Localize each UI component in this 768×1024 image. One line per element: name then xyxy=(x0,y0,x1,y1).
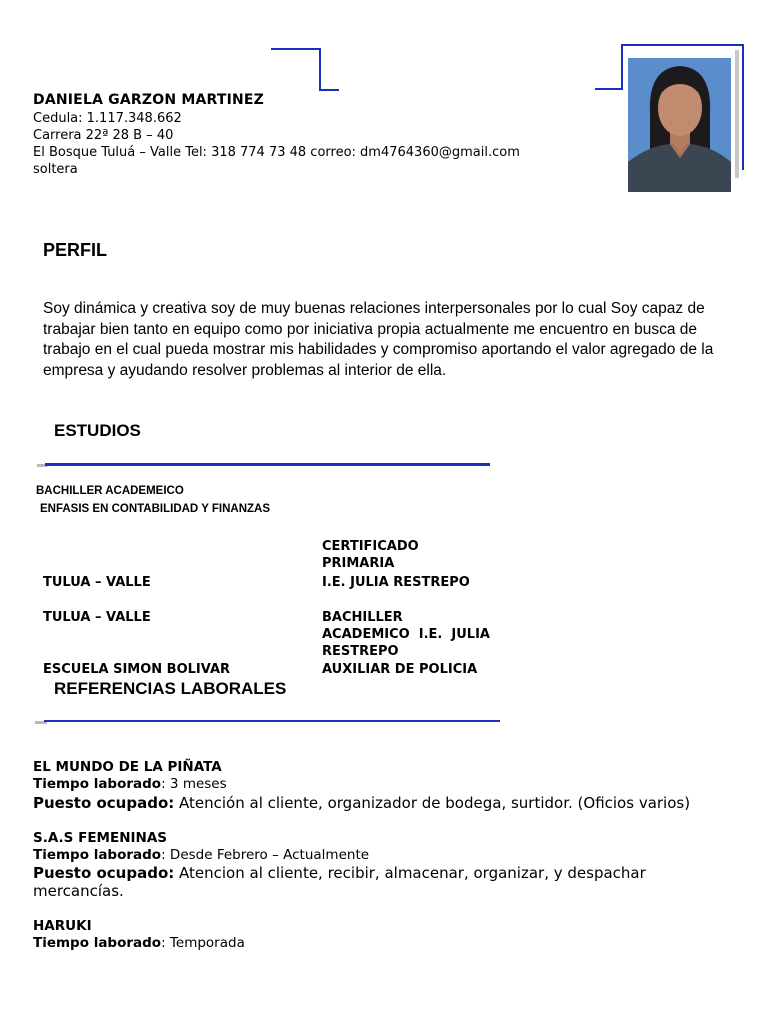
estudios-entry-right: AUXILIAR DE POLICIA xyxy=(322,662,478,677)
decorative-line xyxy=(319,48,321,91)
reference-tiempo: Tiempo laborado: Temporada xyxy=(33,935,245,951)
marital-status: soltera xyxy=(33,162,78,177)
decorative-line xyxy=(595,88,623,90)
reference-company: EL MUNDO DE LA PIÑATA xyxy=(33,759,222,775)
estudios-entry-left: TULUA – VALLE xyxy=(43,610,151,625)
perfil-heading: PERFIL xyxy=(43,240,108,260)
candidate-name: DANIELA GARZON MARTINEZ xyxy=(33,92,265,108)
reference-tiempo: Tiempo laborado: Desde Febrero – Actualmente xyxy=(33,847,370,863)
estudios-entry-right: CERTIFICADO PRIMARIA xyxy=(322,539,419,571)
estudios-heading: ESTUDIOS xyxy=(54,421,141,440)
reference-puesto: Puesto ocupado: Atencion al cliente, recibir, almacenar, organizar, y despachar mercancías. xyxy=(33,864,646,900)
decorative-line xyxy=(742,44,744,170)
perfil-paragraph: Soy dinámica y creativa soy de muy buenas relaciones interpersonales por lo cual Soy capaz de trabajar bien tanto en equipo como por iniciativa propia actualmente me encuentro en busca de trabajo en el cual pueda mostrar mis habilidades y compromiso aportando el valor agregado de la empresa y ayudando resolver problemas al interior de ella. xyxy=(43,300,714,379)
cedula-text: Cedula: 1.117.348.662 xyxy=(33,111,182,126)
section-divider xyxy=(44,720,500,722)
reference-company: S.A.S FEMENINAS xyxy=(33,830,167,846)
estudios-entry-left: ESCUELA SIMON BOLIVAR xyxy=(43,662,231,677)
decorative-line xyxy=(735,50,739,178)
contact-text: El Bosque Tuluá – Valle Tel: 318 774 73 48 correo: dm4764360@gmail.com xyxy=(33,145,520,160)
estudios-entry-right: I.E. JULIA RESTREPO xyxy=(322,575,470,590)
decorative-line xyxy=(621,44,744,46)
estudios-line: BACHILLER ACADEMEICO xyxy=(36,485,184,497)
reference-puesto: Puesto ocupado: Atención al cliente, organizador de bodega, surtidor. (Oficios varios) xyxy=(33,794,691,812)
estudios-entry-right: BACHILLER ACADEMICO I.E. JULIA RESTREPO xyxy=(322,610,490,659)
section-divider xyxy=(45,463,490,466)
profile-photo xyxy=(628,58,731,192)
referencias-heading: REFERENCIAS LABORALES xyxy=(54,679,287,698)
address-text: Carrera 22ª 28 B – 40 xyxy=(33,128,174,143)
reference-company: HARUKI xyxy=(33,918,92,934)
estudios-entry-left: TULUA – VALLE xyxy=(43,575,151,590)
estudios-line: ENFASIS EN CONTABILIDAD Y FINANZAS xyxy=(40,503,271,515)
decorative-line xyxy=(621,44,623,90)
decorative-line xyxy=(319,89,339,91)
reference-tiempo: Tiempo laborado: 3 meses xyxy=(33,776,227,792)
decorative-line xyxy=(271,48,321,50)
